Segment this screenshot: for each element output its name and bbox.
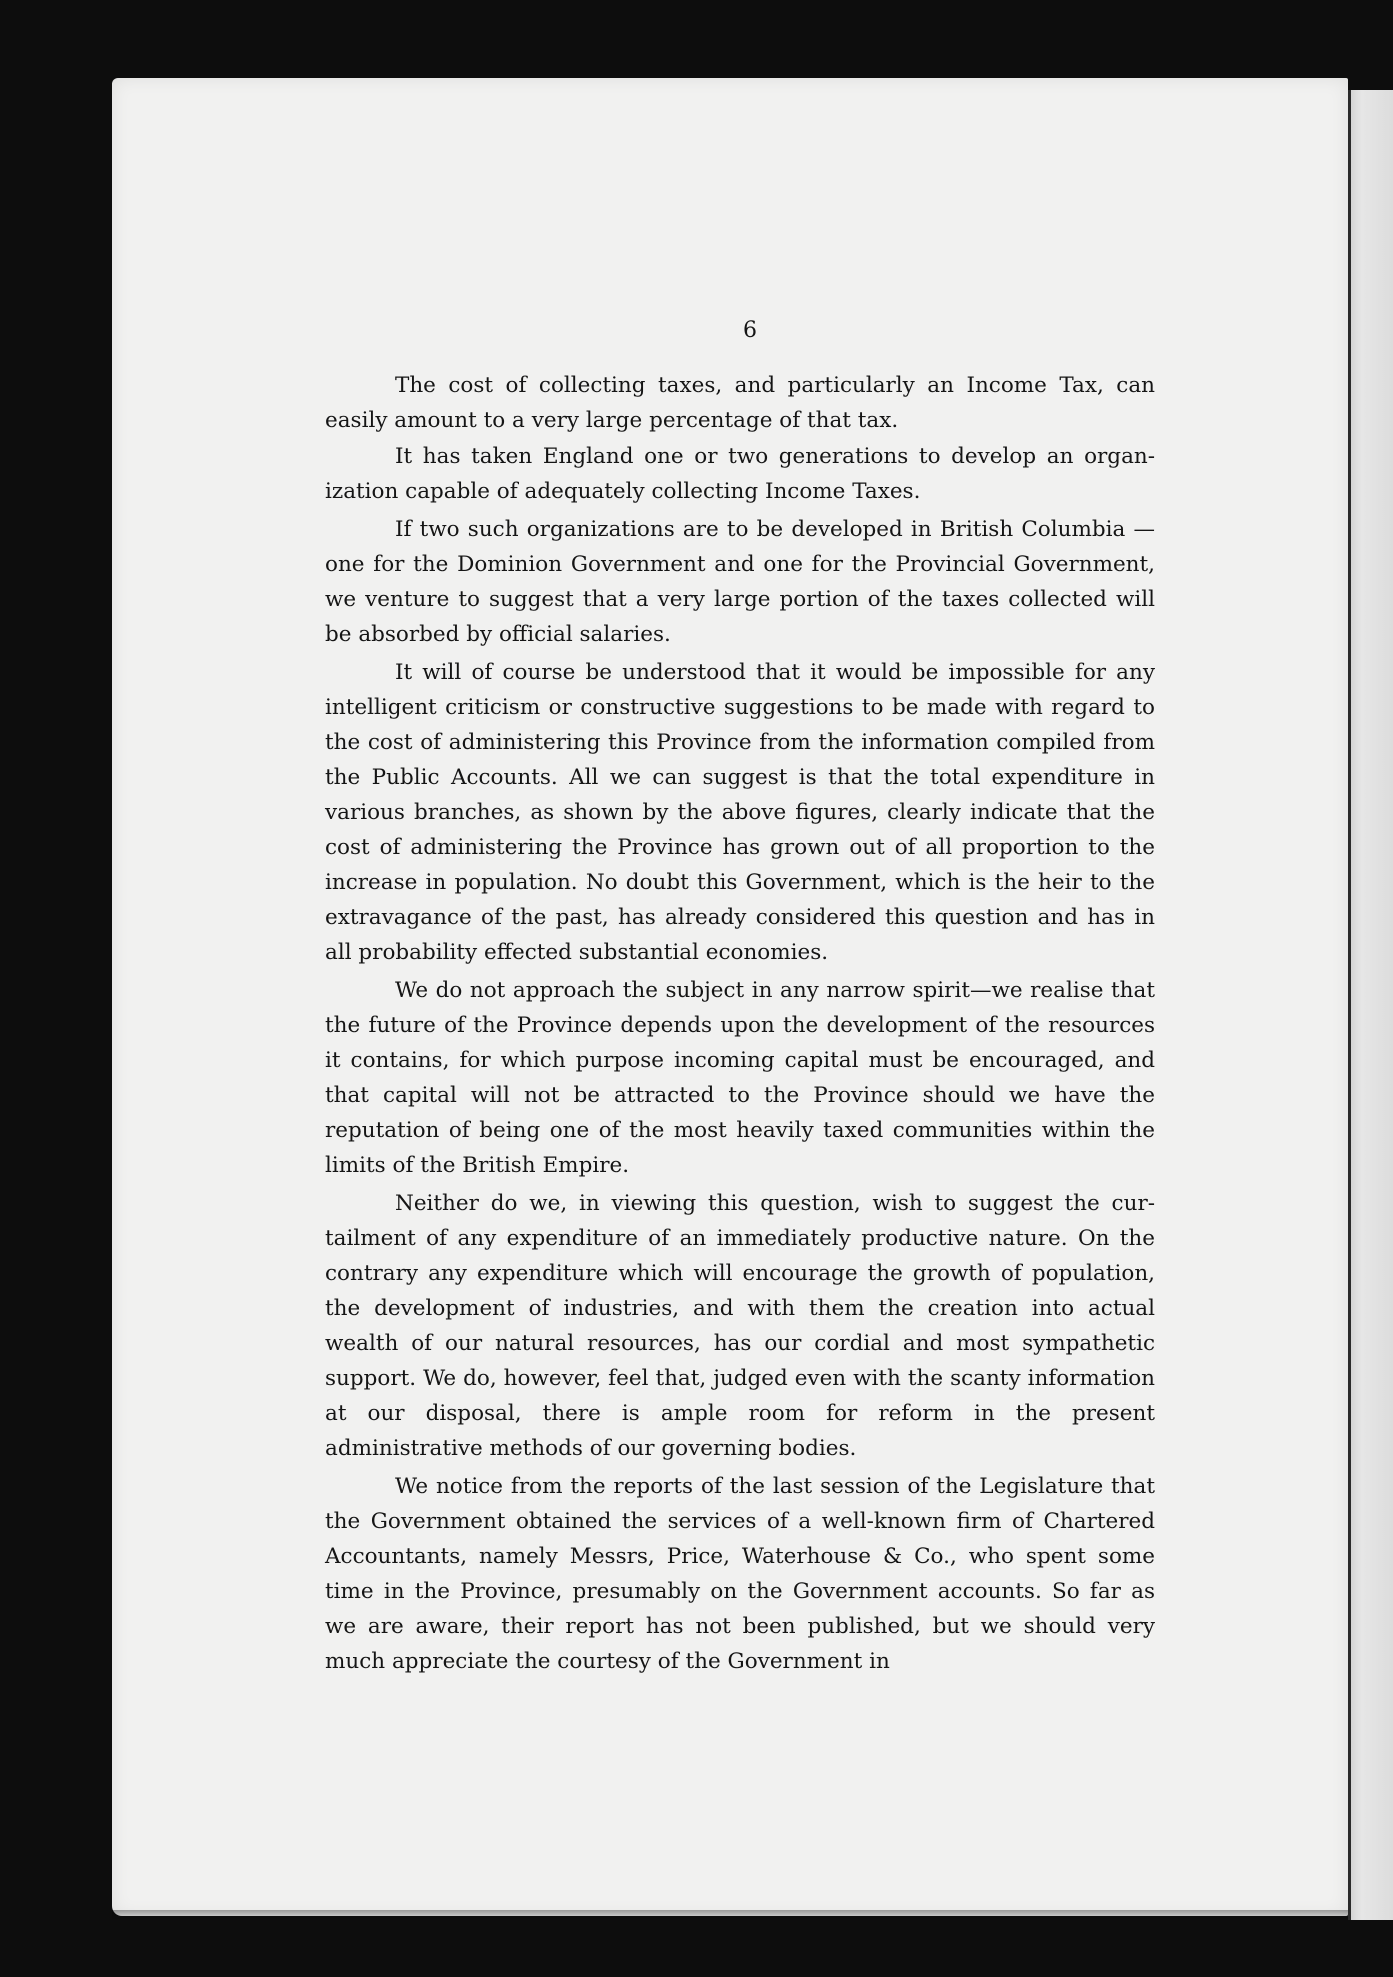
- paragraph: The cost of collecting taxes, and particularly an Income Tax, can easily amount to a very large percentage of that tax.: [325, 373, 1155, 433]
- paragraph: Neither do we, in viewing this question, wish to suggest the curtailment of any expenditure of an immediately productive nature. On the contrary any expenditure which will encourage the growth of population, the development of industries, and with them the creation into actual wealth of our natural resources, has our cordial and most sympathetic support. We do, however, feel that, judged even with the scanty information at our disposal, there is ample room for reform in the present administrative methods of our governing bodies.: [325, 1191, 1155, 1461]
- paragraph: We do not approach the subject in any narrow spirit—we realise that the future of the Province depends upon the development of the resources it contains, for which purpose incoming capital must be encouraged, and that capital will not be attracted to the Province should we have the reputation of being one of the most heavily taxed communities within the limits of the British Empire.: [325, 978, 1155, 1178]
- paragraph: If two such organizations are to be developed in British Columbia —one for the Dominion Government and one for the Provincial Government, we venture to suggest that a very large portion of the taxes collected will be absorbed by official salaries.: [325, 517, 1155, 647]
- paragraph: It has taken England one or two generations to develop an organization capable of adequately collecting Income Taxes.: [325, 444, 1155, 504]
- paragraph: We notice from the reports of the last session of the Legislature that the Government obtained the services of a well-known firm of Chartered Accountants, namely Messrs, Price, Waterhouse & Co., who spent some time in the Province, presumably on the Government accounts. So far as we are aware, their report has not been published, but we should very much appreciate the courtesy of the Government in: [325, 1474, 1155, 1674]
- page-number: 6: [743, 318, 757, 343]
- body-text: [325, 368, 1155, 1680]
- page-bottom-shadow: [112, 1910, 1348, 1920]
- next-page-edge: [1348, 90, 1393, 1920]
- paragraph: It will of course be understood that it would be impossible for any intelligent criticism or constructive suggestions to be made with regard to the cost of administering this Province from the information compiled from the Public Accounts. All we can suggest is that the total expenditure in various branches, as shown by the above figures, clearly indicate that the cost of administering the Province has grown out of all proportion to the increase in population. No doubt this Government, which is the heir to the extravagance of the past, has already considered this question and has in all probability effected substantial economies.: [325, 660, 1155, 965]
